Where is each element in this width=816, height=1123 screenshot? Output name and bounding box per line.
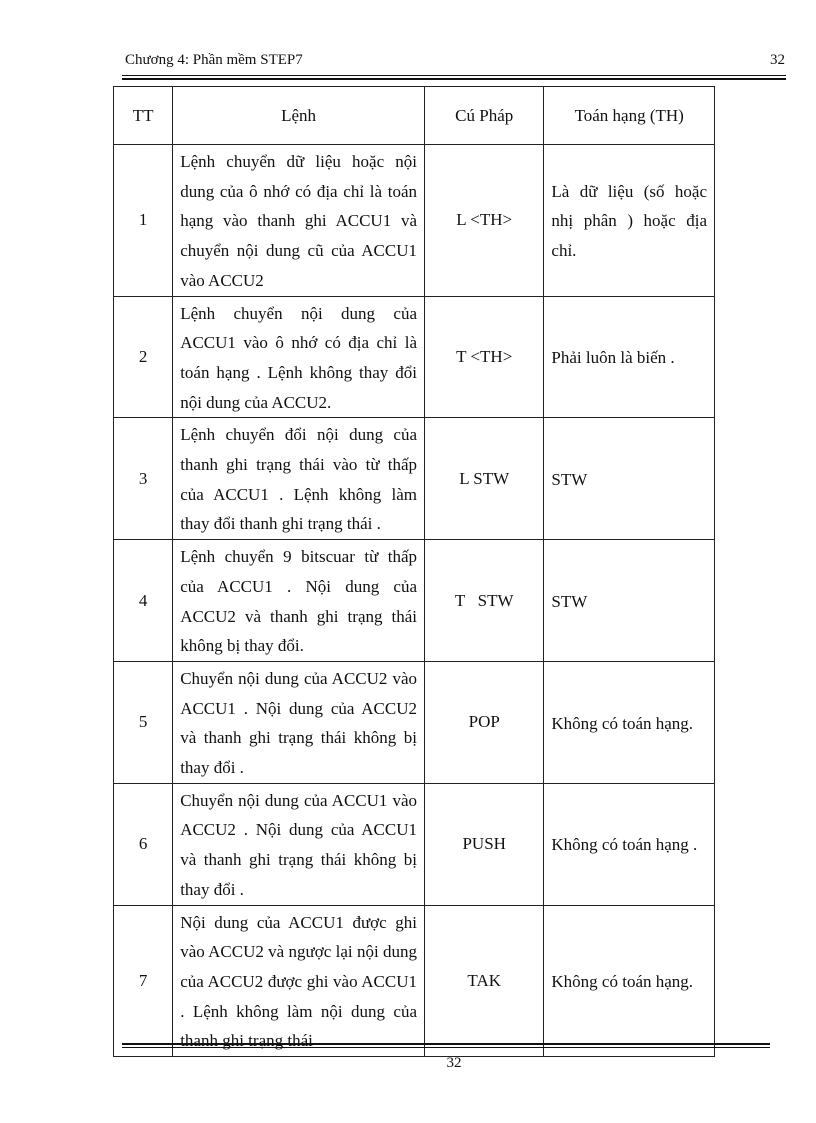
table-row [114, 661, 715, 783]
row-number: 1 [114, 145, 173, 297]
table-row [114, 783, 715, 905]
row-number: 4 [114, 540, 173, 662]
page-header [125, 52, 785, 74]
command-description [173, 661, 425, 783]
command-description [173, 905, 425, 1057]
command-syntax: T STW [425, 540, 544, 662]
row-number: 3 [114, 418, 173, 540]
table-header-row [114, 87, 715, 145]
operand-text: Không có toán hạng. [551, 713, 694, 733]
table-row [114, 145, 715, 297]
row-number: 5 [114, 661, 173, 783]
table-row [114, 905, 715, 1057]
command-syntax: POP [425, 661, 544, 783]
table-row [114, 540, 715, 662]
footer-rule [122, 1047, 770, 1048]
command-description [173, 783, 425, 905]
operand-text: Không có toán hạng . [551, 835, 698, 855]
row-number: 6 [114, 783, 173, 905]
command-syntax: L <TH> [425, 145, 544, 297]
command-syntax: TAK [425, 905, 544, 1057]
command-syntax: L STW [425, 418, 544, 540]
header-rule [122, 75, 786, 76]
operand-cell [544, 540, 715, 662]
operand-cell [544, 783, 715, 905]
operand-cell [544, 661, 715, 783]
header-rule-thick [122, 78, 786, 80]
chapter-title: Chương 4: Phần mềm STEP7 [125, 52, 303, 68]
operand-text: STW [551, 591, 588, 611]
command-description-text: Chuyển nội dung của ACCU2 vào ACCU1 . Nội dung của ACCU2 và thanh ghi trạng thái không bị thay đổi . [180, 668, 418, 778]
command-description-text: Nội dung của ACCU1 được ghi vào ACCU2 và ngược lại nội dung của ACCU2 được ghi vào ACCU1 . Lệnh không làm nội dung của thanh ghi trạng thái [180, 912, 418, 1051]
operand-text: STW [551, 469, 588, 489]
command-description-text: Lệnh chuyển nội dung của ACCU1 vào ô nhớ có địa chỉ là toán hạng . Lệnh không thay đổi nội dung của ACCU2. [180, 303, 418, 412]
operand-text: Phải luôn là biến . [551, 348, 675, 368]
command-description [173, 296, 425, 418]
operand-text: Là dữ liệu (số hoặc nhị phân ) hoặc địa chỉ. [551, 181, 707, 261]
operand-cell [544, 905, 715, 1057]
operand-cell [544, 145, 715, 297]
col-header-cu-phap: Cú Pháp [425, 87, 544, 145]
row-number: 7 [114, 905, 173, 1057]
page-footer [0, 1055, 816, 1072]
col-header-tt: TT [114, 87, 173, 145]
header-page-number: 32 [770, 52, 785, 68]
command-syntax: PUSH [425, 783, 544, 905]
col-header-toan-hang: Toán hạng (TH) [544, 87, 715, 145]
operand-text: Không có toán hạng. [551, 971, 694, 991]
command-syntax: T <TH> [425, 296, 544, 418]
footer-page-number: 32 [446, 1055, 462, 1071]
col-header-lenh: Lệnh [173, 87, 425, 145]
operand-cell [544, 418, 715, 540]
table-row [114, 296, 715, 418]
command-description [173, 540, 425, 662]
command-description-text: Lệnh chuyển 9 bitscuar từ thấp của ACCU1 . Nội dung của ACCU2 và thanh ghi trạng thái không bị thay đổi. [180, 547, 418, 656]
command-description-text: Chuyển nội dung của ACCU1 vào ACCU2 . Nội dung của ACCU1 và thanh ghi trạng thái không bị thay đổi . [180, 790, 418, 899]
footer-rule-thick [122, 1043, 770, 1045]
operand-cell [544, 296, 715, 418]
row-number: 2 [114, 296, 173, 418]
command-table [113, 86, 715, 1057]
command-description [173, 145, 425, 297]
command-description-text: Lệnh chuyển đổi nội dung của thanh ghi trạng thái vào từ thấp của ACCU1 . Lệnh không làm thay đổi thanh ghi trạng thái . [180, 425, 418, 534]
command-description-text: Lệnh chuyển dữ liệu hoặc nội dung của ô nhớ có địa chỉ là toán hạng vào thanh ghi ACCU1 và chuyển nội dung cũ của ACCU1 vào ACCU2 [180, 152, 418, 290]
command-description [173, 418, 425, 540]
table-row [114, 418, 715, 540]
